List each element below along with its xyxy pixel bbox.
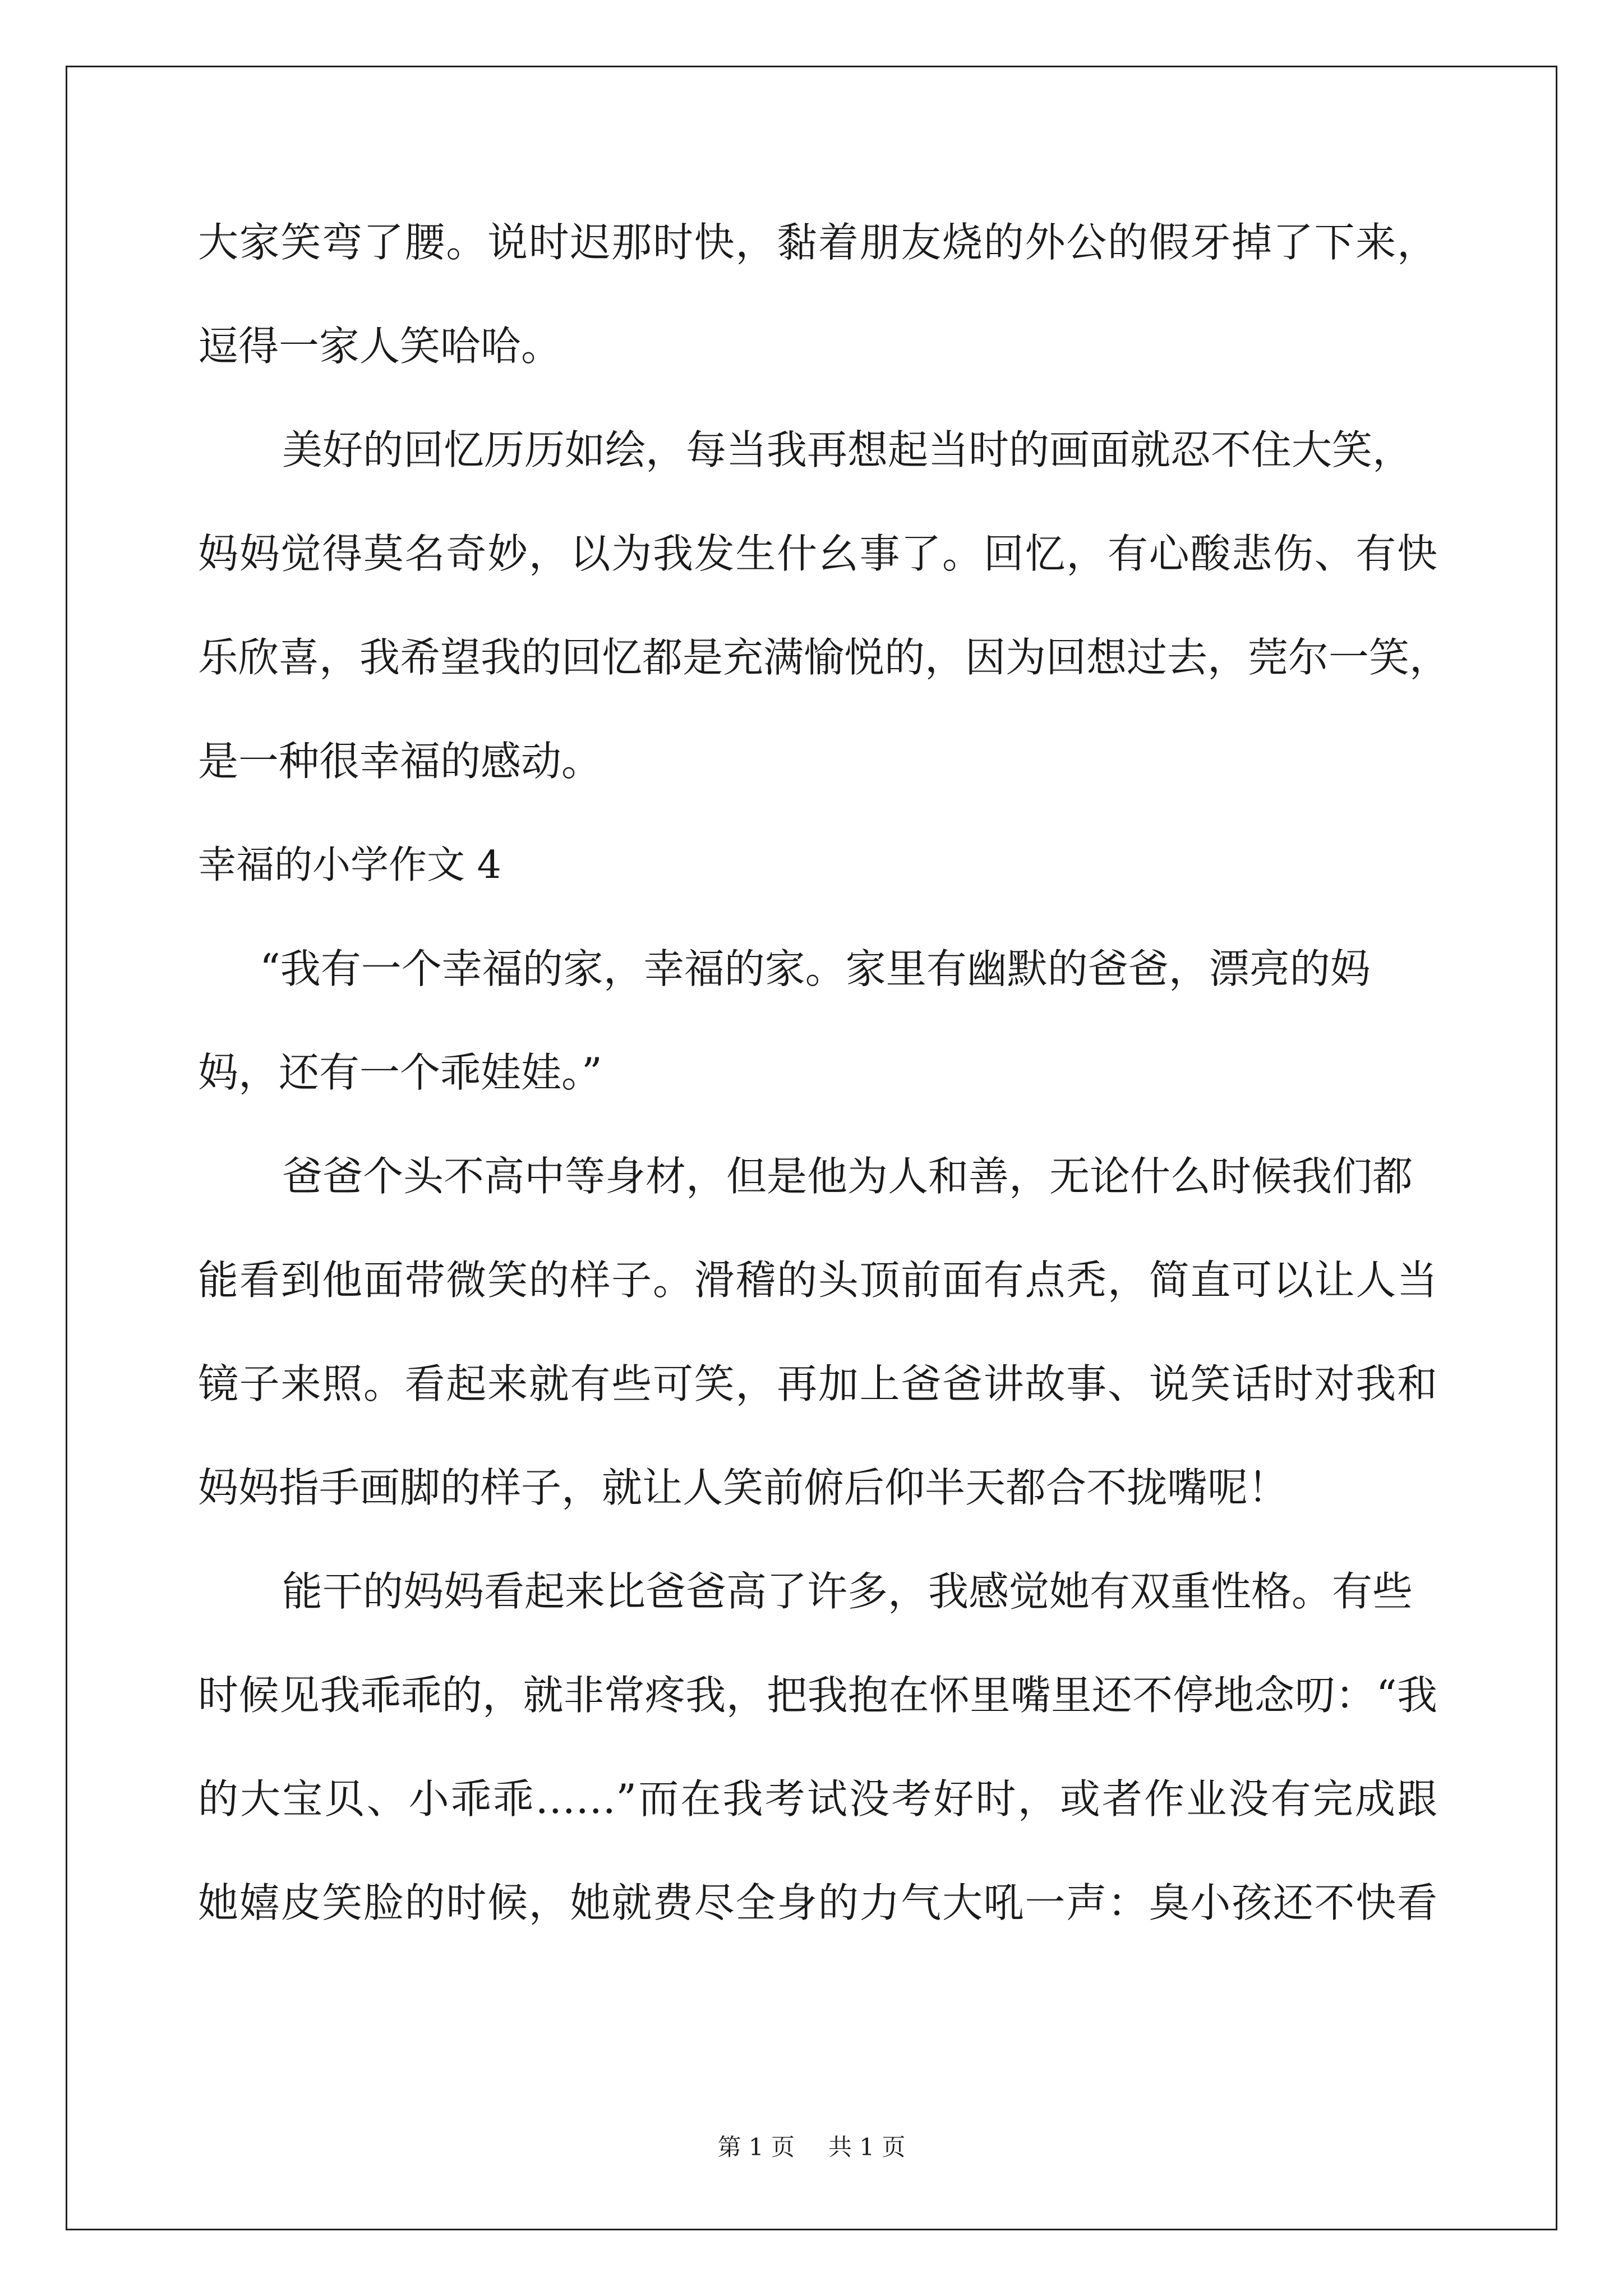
page-footer: [0, 2131, 1623, 2164]
text-line: 镜子来照。看起来就有些可笑，再加上爸爸讲故事、说笑话时对我和: [198, 1360, 1437, 1407]
page-number: 第 1 页: [717, 2133, 795, 2161]
text-line: 她嬉皮笑脸的时候，她就费尽全身的力气大吼一声：臭小孩还不快看: [198, 1879, 1437, 1926]
text-line: 时候见我乖乖的，就非常疼我，把我抱在怀里嘴里还不停地念叨：“我: [198, 1672, 1437, 1719]
paragraph-start: 能干的妈妈看起来比爸爸高了许多，我感觉她有双重性格。有些: [282, 1568, 1413, 1615]
text-line: 妈，还有一个乖娃娃。”: [198, 1049, 602, 1096]
section-title: 幸福的小学作文 4: [198, 843, 501, 887]
text-line: 能看到他面带微笑的样子。滑稽的头顶前面有点秃，简直可以让人当: [198, 1257, 1437, 1304]
document-body: [198, 191, 1450, 1955]
text-line: 大家笑弯了腰。说时迟那时快，黏着朋友烧的外公的假牙掉了下来，: [198, 219, 1437, 266]
text-line: 的大宝贝、小乖乖……”而在我考试没考好时，或者作业没有完成跟: [198, 1775, 1437, 1823]
page-total: 共 1 页: [828, 2133, 906, 2161]
paragraph-start: 爸爸个头不高中等身材，但是他为人和善，无论什么时候我们都: [282, 1153, 1413, 1200]
text-line: 逗得一家人笑哈哈。: [198, 323, 562, 370]
paragraph-start: “我有一个幸福的家，幸福的家。家里有幽默的爸爸，漂亮的妈: [260, 945, 1371, 992]
text-line: 妈妈指手画脚的样子，就让人笑前俯后仰半天都合不拢嘴呢！: [198, 1464, 1289, 1511]
text-line: 是一种很幸福的感动。: [198, 738, 602, 785]
text-line: 妈妈觉得莫名奇妙，以为我发生什幺事了。回忆，有心酸悲伤、有快: [198, 530, 1437, 577]
text-line: 乐欣喜，我希望我的回忆都是充满愉悦的，因为回想过去，莞尔一笑，: [198, 634, 1450, 681]
paragraph-start: 美好的回忆历历如绘，每当我再想起当时的画面就忍不住大笑，: [282, 426, 1413, 473]
